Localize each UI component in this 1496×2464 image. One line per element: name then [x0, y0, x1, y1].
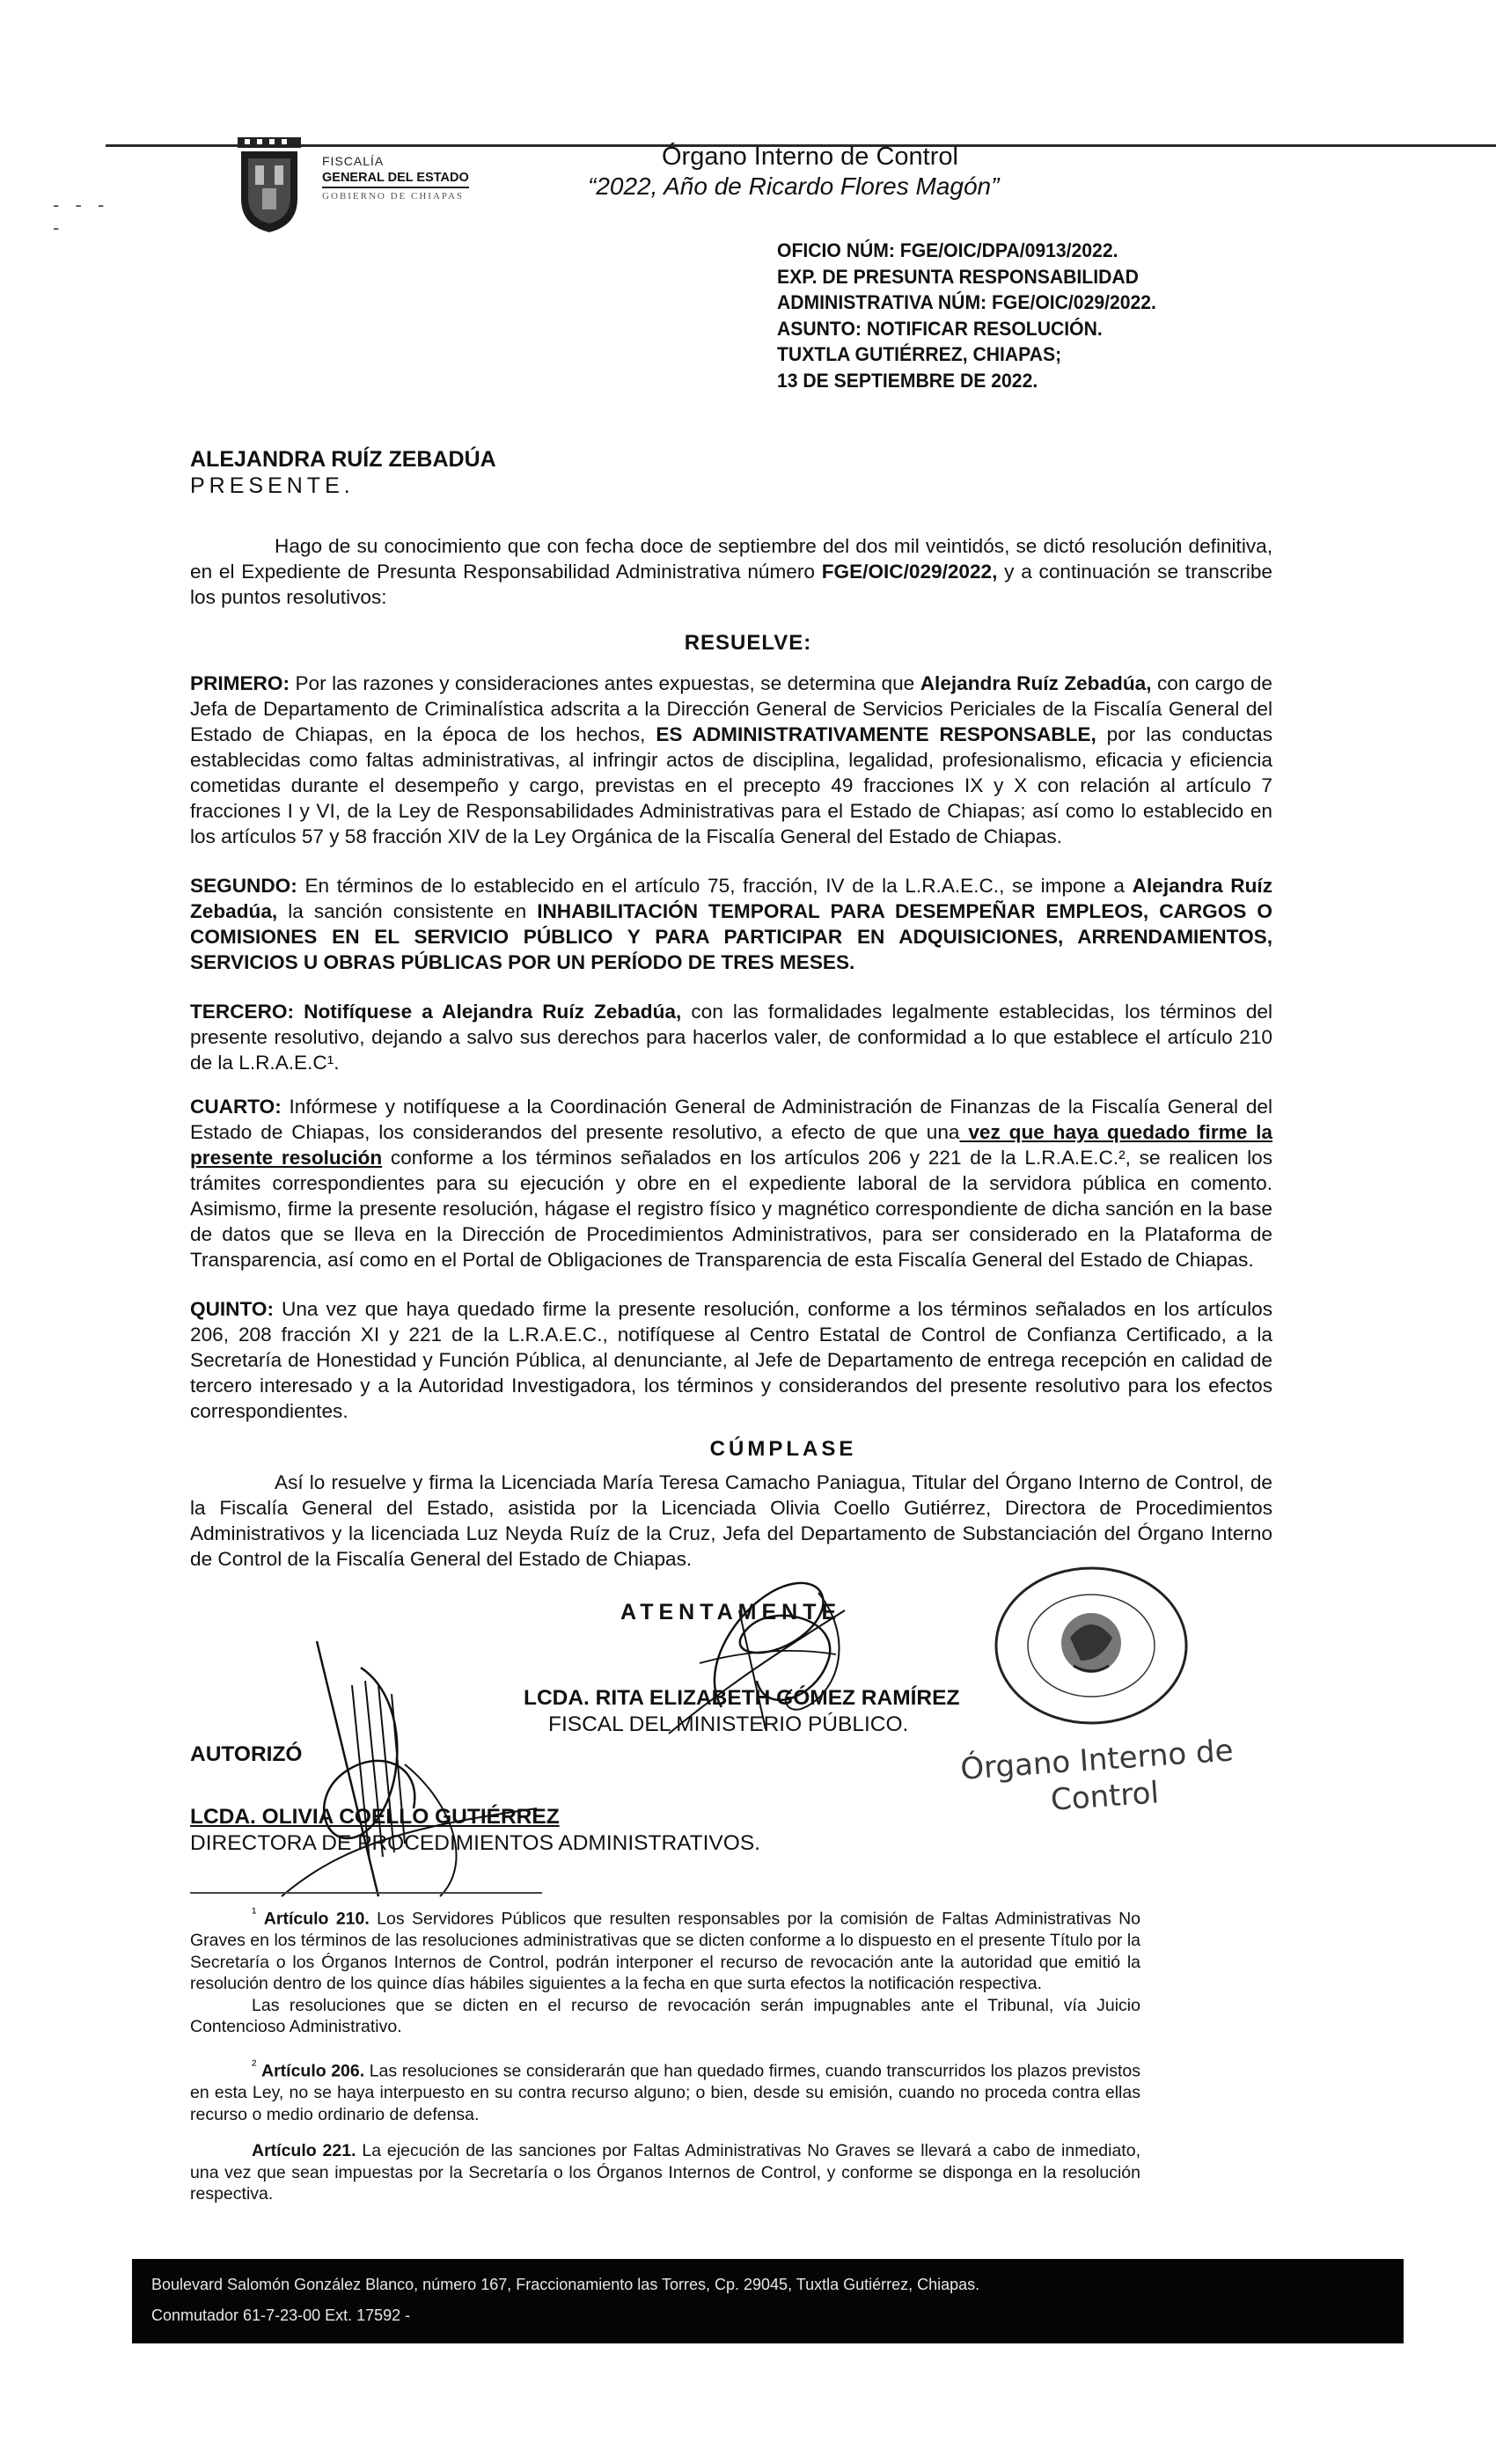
intro-text: Hago de su conocimiento que con fecha doce de septiembre del dos mil veintidós, se dictó resolución definitiva, en el Expediente de Presunta Responsabilidad Administrativa número: [190, 535, 1272, 583]
footnote-1-text: Los Servidores Públicos que resulten responsables por la comisión de Faltas Administrativas No Graves en los términos de las resoluciones administrativas que se dicten conforme a lo dispuesto en el presente Título por la Secretaría o los Órganos Internos de Control, podrán interponer el recurso de revocación ante la autoridad que emitió la resolución dentro de los quince días hábiles siguientes a la fecha en que surta efectos la notificación respectiva.: [190, 1909, 1140, 1993]
segundo-name: Alejandra Ruíz Zebadúa,: [190, 875, 1272, 922]
segundo-label: SEGUNDO:: [190, 875, 297, 897]
intro-text-end: y a continuación se transcribe los puntos resolutivos:: [190, 561, 1272, 608]
place: TUXTLA GUTIÉRREZ, CHIAPAS;: [777, 343, 1062, 365]
institution-block: [322, 153, 469, 204]
footnote-2-mark: ²: [252, 2057, 257, 2073]
cumplase-heading: CÚMPLASE: [709, 1437, 857, 1461]
primero-paragraph: [190, 671, 1272, 849]
footnote-rule: [190, 1892, 542, 1894]
atentamente: ATENTAMENTE: [620, 1600, 842, 1624]
closing-paragraph: [190, 1470, 1272, 1572]
date: 13 DE SEPTIEMBRE DE 2022.: [777, 369, 1038, 392]
segundo-text-2: la sanción consistente en: [277, 900, 538, 922]
cuarto-text-2: conforme a los términos señalados en los artículos 206 y 221 de la L.R.A.E.C.², se realicen los trámites correspondientes para su ejecución y obre en el expediente laboral de la servidora pública en comento. Asimismo, firme la presente resolución, hágase el registro físico y magnético correspondiente de dicha sanción en la base de datos que se lleva en la Dirección de Procedimientos Administrativos, para ser considerado en la Plataforma de Transparencia, así como en el Portal de Obligaciones de Transparencia de esta Fiscalía General del Estado de Chiapas.: [190, 1147, 1273, 1271]
institution-name-line1: FISCALÍA: [322, 154, 385, 168]
expediente-line1: EXP. DE PRESUNTA RESPONSABILIDAD: [777, 265, 1139, 288]
addressee-block: [190, 446, 496, 499]
resuelve-heading: RESUELVE:: [684, 631, 812, 655]
footnote-3: [190, 2140, 1140, 2205]
document-metadata: [777, 238, 1156, 393]
footnote-1-text-2: Las resoluciones que se dicten en el recurso de revocación serán impugnables ante el Tribunal, vía Juicio Contencioso Administrativo.: [190, 1995, 1140, 2036]
cuarto-text-1: Infórmese y notifíquese a la Coordinación General de Administración de Finanzas de la Fiscalía General del Estado de Chiapas, los considerandos del presente resolutivo, a efecto de que una: [190, 1096, 1272, 1143]
intro-paragraph: [190, 533, 1272, 610]
signer1-block: [524, 1685, 959, 1738]
oic-stamp-line2: Control: [1049, 1775, 1161, 1818]
footnote-1-mark: ¹: [252, 1905, 257, 1921]
footnote-2-label: Artículo 206.: [260, 2061, 365, 2081]
quinto-text: Una vez que haya quedado firme la presente resolución, conforme a los términos señalados en los artículos 206, 208 fracción XI y 221 de la L.R.A.E.C., notifíquese al Centro Estatal de Control de Confianza Certificado, a la Secretaría de Honestidad y Función Pública, al denunciante, al Jefe de Departamento de entrega recepción en calidad de tercero interesado y a la Autoridad Investigadora, los términos y considerandos del presente resolutivo para los efectos correspondientes.: [190, 1298, 1272, 1422]
fiscalia-logo-icon: [236, 137, 303, 234]
primero-label: PRIMERO:: [190, 672, 290, 694]
primero-text-1: Por las razones y consideraciones antes expuestas, se determina que: [289, 672, 920, 694]
official-seal-icon: [986, 1562, 1197, 1729]
asunto: ASUNTO: NOTIFICAR RESOLUCIÓN.: [777, 317, 1103, 340]
footer-bar: [132, 2259, 1404, 2343]
quinto-paragraph: [190, 1296, 1272, 1424]
footnote-1-label: Artículo 210.: [263, 1909, 370, 1929]
signer1-name: LCDA. RITA ELIZABETH GÓMEZ RAMÍREZ: [524, 1686, 960, 1710]
tercero-text: con las formalidades legalmente establecidas, los términos del presente resolutivo, dejando a salvo sus derechos para hacerlos valer, de conformidad a lo que establece el artículo 210 de la L.R.A.E.C¹.: [190, 1001, 1272, 1074]
footnote-1: [190, 1903, 1140, 2038]
tercero-paragraph: [190, 999, 1272, 1075]
signer2-title: DIRECTORA DE PROCEDIMIENTOS ADMINISTRATIVOS.: [190, 1831, 760, 1855]
footer-phone: Conmutador 61-7-23-00 Ext. 17592 -: [151, 2306, 411, 2324]
footer-address: Boulevard Salomón González Blanco, número 167, Fraccionamiento las Torres, Cp. 29045, Tuxtla Gutiérrez, Chiapas.: [151, 2276, 980, 2293]
signer2-block: [190, 1804, 760, 1857]
primero-responsable: ES ADMINISTRATIVAMENTE RESPONSABLE,: [656, 723, 1096, 745]
footnote-3-label: Artículo 221.: [252, 2141, 356, 2160]
oficio-number: OFICIO NÚM: FGE/OIC/DPA/0913/2022.: [777, 239, 1118, 261]
year-motto: “2022, Año de Ricardo Flores Magón”: [588, 172, 1000, 200]
cuarto-paragraph: [190, 1094, 1272, 1272]
intro-expediente: FGE/OIC/029/2022,: [821, 561, 998, 583]
office-title: Órgano Interno de Control: [662, 143, 958, 171]
primero-name: Alejandra Ruíz Zebadúa,: [920, 672, 1152, 694]
autorizo-label: AUTORIZÓ: [190, 1742, 303, 1766]
primero-text-3: por las conductas establecidas como faltas administrativas, al infringir actos de disciplina, legalidad, profesionalismo, eficacia y eficiencia cometidas durante el desempeño y cargo, previstas en el precepto 49 fracciones IX y X con relación al artículo 7 fracciones I y VI, de la Ley de Responsabilidades Administrativas para el Estado de Chiapas; así como lo establecido en los artículos 57 y 58 fracción XIV de la Ley Orgánica de la Fiscalía General del Estado de Chiapas.: [190, 723, 1273, 847]
tercero-label: TERCERO:: [190, 1001, 294, 1023]
primero-text-2: con cargo de Jefa de Departamento de Criminalística adscrita a la Dirección General de Servicios Periciales de la Fiscalía General del Estado de Chiapas, en la época de los hechos,: [190, 672, 1272, 745]
scan-marks: - - - -: [53, 194, 110, 238]
signature-olivia-icon: [273, 1632, 554, 1914]
footnote-2: [190, 2055, 1140, 2125]
oic-stamp-line1: Órgano Interno de: [959, 1733, 1235, 1787]
cuarto-label: CUARTO:: [190, 1096, 282, 1118]
segundo-sancion: INHABILITACIÓN TEMPORAL PARA DESEMPEÑAR EMPLEOS, CARGOS O COMISIONES EN EL SERVICIO PÚBLICO Y PARA PARTICIPAR EN ADQUISICIONES, ARRENDAMIENTOS, SERVICIOS U OBRAS PÚBLICAS POR UN PERÍODO DE TRES MESES.: [190, 900, 1272, 973]
quinto-label: QUINTO:: [190, 1298, 274, 1320]
tercero-notifiquese: Notifíquese a Alejandra Ruíz Zebadúa,: [294, 1001, 682, 1023]
addressee-name: ALEJANDRA RUÍZ ZEBADÚA: [190, 447, 496, 472]
signer2-name: LCDA. OLIVIA COELLO GUTIÉRREZ: [190, 1805, 560, 1829]
institution-name-line3: GOBIERNO DE CHIAPAS: [322, 191, 465, 202]
segundo-paragraph: [190, 873, 1272, 975]
signer1-title: FISCAL DEL MINISTERIO PÚBLICO.: [548, 1712, 909, 1736]
oic-stamp-text: [959, 1732, 1237, 1824]
cuarto-firme: vez que haya quedado firme la presente resolución: [190, 1121, 1272, 1169]
expediente-line2: ADMINISTRATIVA NÚM: FGE/OIC/029/2022.: [777, 291, 1156, 313]
footnote-3-text: La ejecución de las sanciones por Faltas Administrativas No Graves se llevará a cabo de inmediato, una vez que sean impuestas por la Secretaría o los Órganos Internos de Control, y conforme se disponga en la resolución respectiva.: [190, 2141, 1140, 2204]
closing-text: Así lo resuelve y firma la Licenciada María Teresa Camacho Paniagua, Titular del Órgano Interno de Control, de la Fiscalía General del Estado, asistida por la Licenciada Olivia Coello Gutiérrez, Directora de Procedimientos Administrativos y la licenciada Luz Neyda Ruíz de la Cruz, Jefa del Departamento de Substanciación del Órgano Interno de Control de la Fiscalía General del Estado de Chiapas.: [190, 1471, 1272, 1570]
institution-name-line2: GENERAL DEL ESTADO: [322, 170, 469, 188]
addressee-presente: PRESENTE.: [190, 473, 355, 498]
footnote-2-text: Las resoluciones se considerarán que han quedado firmes, cuando transcurridos los plazos previstos en esta Ley, no se haya interpuesto en su contra recurso alguno; o bien, desde su emisión, cuando no proceda contra ellas recurso o medio ordinario de defensa.: [190, 2061, 1141, 2124]
segundo-text-1: En términos de lo establecido en el artículo 75, fracción, IV de la L.R.A.E.C., se impone a: [297, 875, 1133, 897]
